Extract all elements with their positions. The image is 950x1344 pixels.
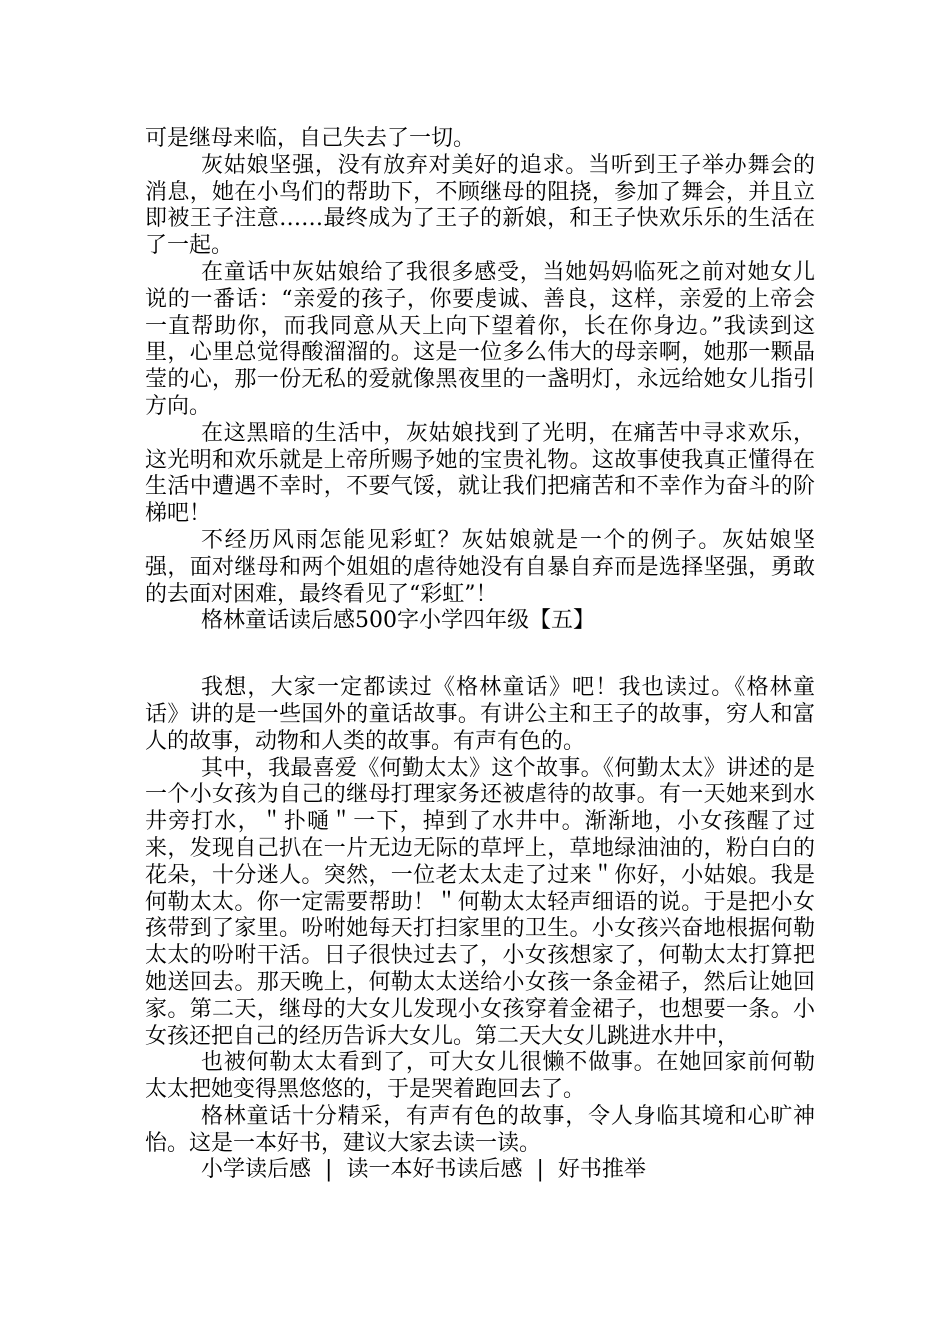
document-page — [145, 126, 815, 1184]
paragraph: 也被何勒太太看到了，可大女儿很懒不做事。在她回家前何勒太太把她变得黑悠悠的，于是哭着跑回去了。 — [145, 1050, 815, 1103]
section-spacer — [145, 635, 815, 675]
paragraph: 灰姑娘坚强，没有放弃对美好的追求。当听到王子举办舞会的消息，她在小鸟们的帮助下，不顾继母的阻挠，参加了舞会，并且立即被王子注意……最终成为了王子的新娘，和王子快欢乐乐的生活在了一起。 — [145, 152, 815, 259]
paragraph: 在这黑暗的生活中，灰姑娘找到了光明，在痛苦中寻求欢乐，这光明和欢乐就是上帝所赐予她的宝贵礼物。这故事使我真正懂得在生活中遭遇不幸时，不要气馁，就让我们把痛苦和不幸作为奋斗的阶梯吧！ — [145, 420, 815, 527]
paragraph-continuation: 可是继母来临，自己失去了一切。 — [145, 126, 476, 151]
section-heading: 格林童话读后感500字小学四年级【五】 — [201, 608, 595, 634]
tag-list — [145, 1157, 815, 1184]
paragraph: 我想，大家一定都读过《格林童话》吧！我也读过。《格林童话》讲的是一些国外的童话故事。有讲公主和王子的故事，穷人和富人的故事，动物和人类的故事。有声有色的。 — [145, 675, 815, 754]
paragraph: 不经历风雨怎能见彩虹？灰姑娘就是一个的例子。灰姑娘坚强，面对继母和两个姐姐的虐待她没有自暴自弃而是选择坚强，勇敢的去面对困难，最终看见了“彩虹”！ — [145, 527, 815, 607]
tag-link[interactable]: 小学读后感 — [201, 1157, 312, 1183]
tag-link[interactable]: 读一本好书读后感 — [346, 1157, 523, 1183]
tag-separator: | — [536, 1157, 544, 1183]
tag-separator: | — [325, 1157, 333, 1183]
paragraph: 格林童话十分精采，有声有色的故事，令人身临其境和心旷神怡。这是一本好书，建议大家去读一读。 — [145, 1103, 815, 1156]
paragraph: 其中，我最喜爱《何勤太太》这个故事。《何勤太太》讲述的是一个小女孩为自己的继母打理家务还被虐待的故事。有一天她来到水井旁打水，＂扑嗵＂一下，掉到了水井中。渐渐地，小女孩醒了过来，发现自己扒在一片无边无际的草坪上，草地绿油油的，粉白白的花朵，十分迷人。突然，一位老太太走了过来＂你好，小姑娘。我是何勒太太。你一定需要帮助！＂何勒太太轻声细语的说。于是把小女孩带到了家里。吩咐她每天打扫家里的卫生。小女孩兴奋地根据何勒太太的吩咐干活。日子很快过去了，小女孩想家了，何勒太太打算把她送回去。那天晚上，何勒太太送给小女孩一条金裙子，然后让她回家。第二天，继母的大女儿发现小女孩穿着金裙子，也想要一条。小女孩还把自己的经历告诉大女儿。第二天大女儿跳进水井中， — [145, 755, 815, 1049]
tag-link[interactable]: 好书推举 — [557, 1157, 646, 1183]
paragraph: 在童话中灰姑娘给了我很多感受，当她妈妈临死之前对她女儿说的一番话：“亲爱的孩子，你要虔诚、善良，这样，亲爱的上帝会一直帮助你，而我同意从天上向下望着你，长在你身边。”我读到这里，心里总觉得酸溜溜的。这是一位多么伟大的母亲啊，她那一颗晶莹的心，那一份无私的爱就像黑夜里的一盏明灯，永远给她女儿指引方向。 — [145, 259, 815, 419]
